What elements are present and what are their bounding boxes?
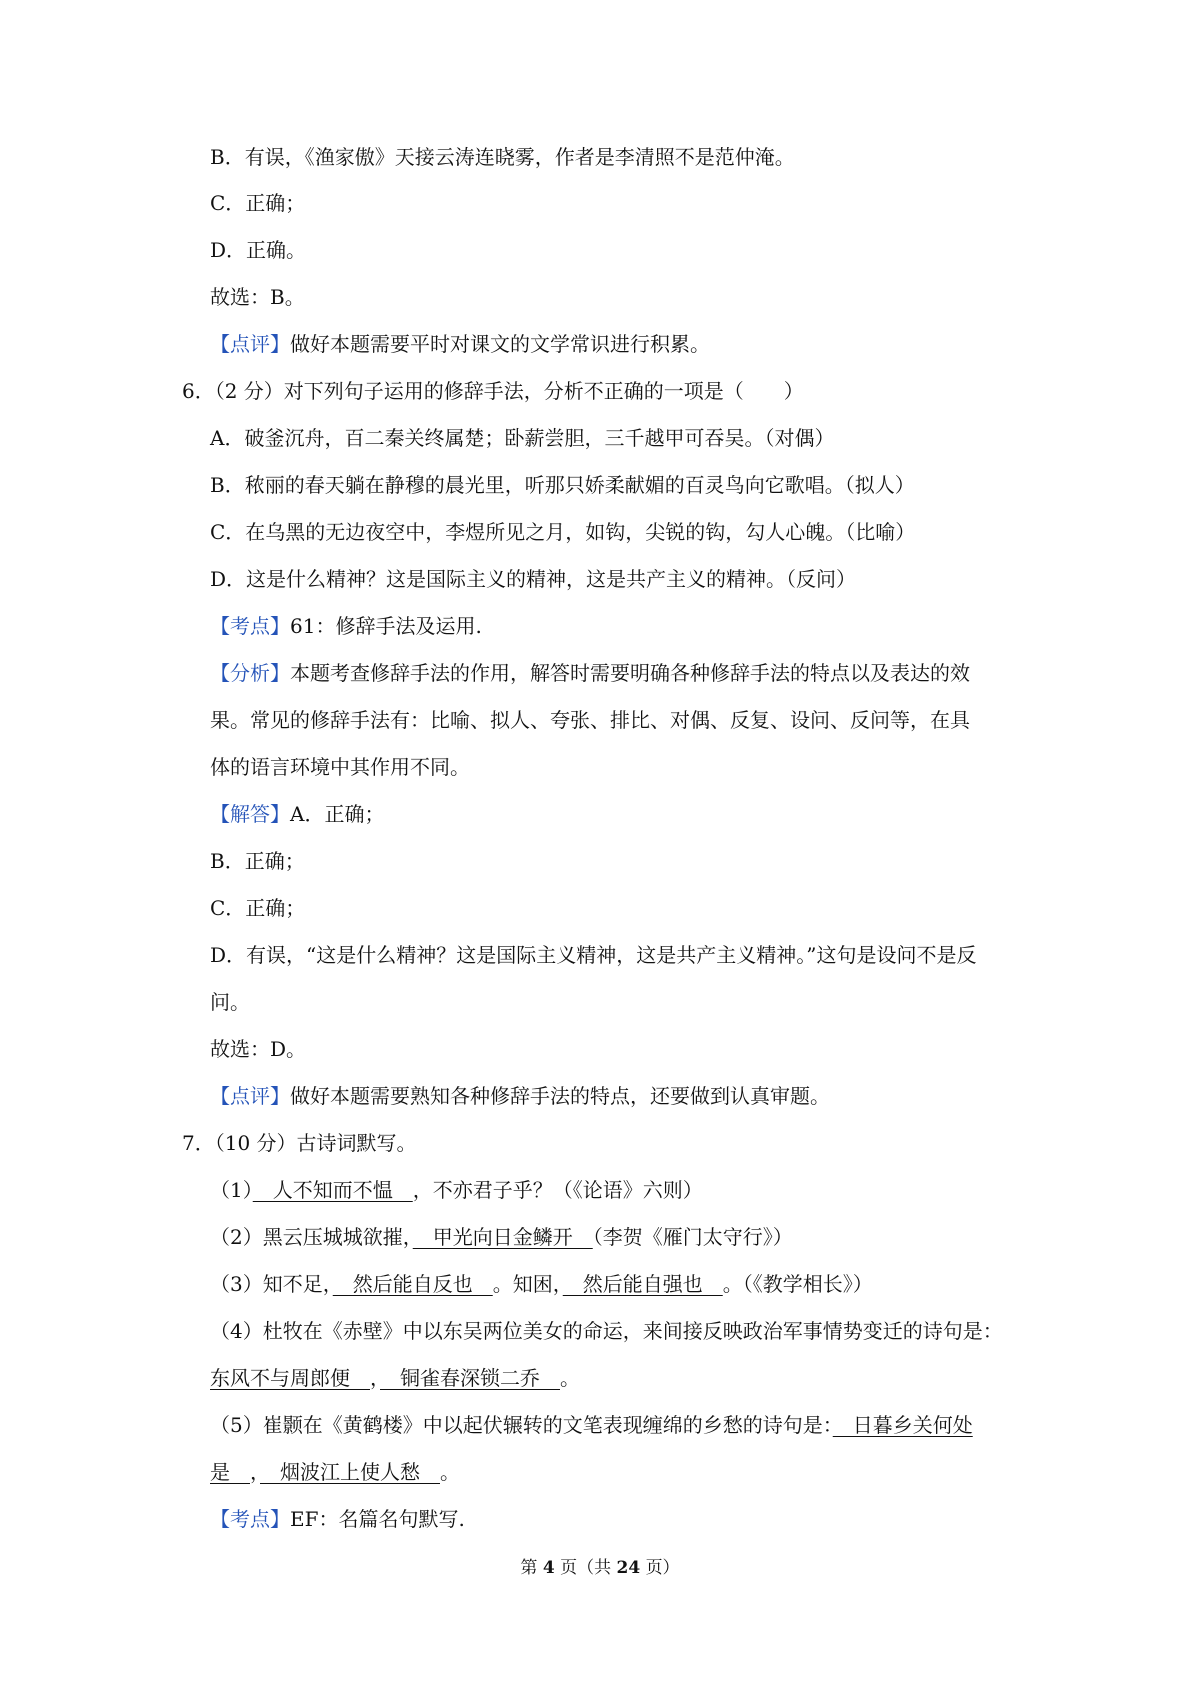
- q6-fenxi-line-2: 果。常见的修辞手法有：比喻、拟人、夸张、排比、对偶、反复、设问、反问等，在具: [210, 708, 970, 732]
- q6-kaodian: [210, 612, 482, 640]
- answer-blank: 铜雀春深锁二乔: [380, 1366, 560, 1390]
- q6-jieda-c: C．正确；: [210, 896, 306, 920]
- q5-comment: [210, 330, 710, 358]
- q6-option-b: B．秾丽的春天躺在静穆的晨光里，听那只娇柔献媚的百灵鸟向它歌唱。（拟人）: [210, 473, 915, 497]
- item-text: （3）知不足，: [210, 1272, 333, 1296]
- comment-tag: 【点评】: [210, 1084, 290, 1108]
- footer-text: 第: [520, 1558, 538, 1578]
- q7-item-3: [210, 1270, 873, 1298]
- answer-blank: 东风不与周郎便: [210, 1366, 370, 1390]
- comment-text: 做好本题需要熟知各种修辞手法的特点，还要做到认真审题。: [290, 1084, 830, 1108]
- answer-blank: 甲光向日金鳞开: [412, 1225, 593, 1249]
- item-number: （1）: [210, 1178, 253, 1202]
- q7-item-2: [210, 1223, 793, 1251]
- footer-text: 页（共: [560, 1558, 612, 1578]
- q6-option-d: D．这是什么精神？这是国际主义的精神，这是共产主义的精神。（反问）: [210, 567, 857, 591]
- q6-jieda: [210, 800, 384, 828]
- comment-tag: 【点评】: [210, 332, 290, 356]
- q6-option-a: A．破釜沉舟，百二秦关终属楚；卧薪尝胆，三千越甲可吞吴。（对偶）: [210, 426, 835, 450]
- item-text: 。（《教学相长》）: [722, 1272, 873, 1296]
- kaodian-tag: 【考点】: [210, 614, 290, 638]
- q7-item-5-answer: [210, 1458, 460, 1486]
- q7-item-1: [210, 1176, 703, 1204]
- jieda-tag: 【解答】: [210, 802, 290, 826]
- item-text: 。: [440, 1460, 460, 1484]
- q6-option-c: C．在乌黑的无边夜空中，李煜所见之月，如钩，尖锐的钩，勾人心魄。（比喻）: [210, 520, 916, 544]
- kaodian-text: 61：修辞手法及运用.: [290, 614, 482, 638]
- q5-option-c-explanation: C．正确；: [210, 191, 306, 215]
- jieda-a: A．正确；: [290, 802, 385, 826]
- item-text: （5）崔颢在《黄鹤楼》中以起伏辗转的文笔表现缠绵的乡愁的诗句是：: [210, 1413, 833, 1437]
- item-text: （李贺《雁门太守行》）: [592, 1225, 793, 1249]
- item-text: 。: [560, 1366, 580, 1390]
- kaodian-text: EF：名篇名句默写.: [290, 1507, 465, 1531]
- answer-blank: 烟波江上使人愁: [260, 1460, 440, 1484]
- item-text: 。知困，: [492, 1272, 563, 1296]
- fenxi-text-1: 本题考查修辞手法的作用，解答时需要明确各种修辞手法的特点以及表达的效: [290, 661, 970, 685]
- q7-item-4-answer: [210, 1364, 580, 1392]
- q7-kaodian: [210, 1505, 465, 1533]
- item-text: ，: [250, 1460, 260, 1484]
- q7-item-4: （4）杜牧在《赤壁》中以东吴两位美女的命运，来间接反映政治军事情势变迁的诗句是：: [210, 1319, 1003, 1343]
- kaodian-tag: 【考点】: [210, 1507, 290, 1531]
- answer-blank: 人不知而不愠: [252, 1178, 413, 1202]
- q6-stem: 6．（2 分）对下列句子运用的修辞手法，分析不正确的一项是（ ）: [182, 379, 804, 403]
- page-total: 24: [616, 1558, 641, 1578]
- answer-blank: 日暮乡关何处: [832, 1413, 973, 1437]
- q6-comment: [210, 1082, 830, 1110]
- q6-answer: 故选：D。: [210, 1037, 307, 1061]
- item-text: ，: [370, 1366, 380, 1390]
- q7-item-5: [210, 1411, 973, 1439]
- q6-fenxi-line-3: 体的语言环境中其作用不同。: [210, 755, 470, 779]
- q6-fenxi: [210, 659, 970, 687]
- answer-blank: 是: [210, 1460, 250, 1484]
- q7-stem: 7．（10 分）古诗词默写。: [182, 1131, 417, 1155]
- comment-text: 做好本题需要平时对课文的文学常识进行积累。: [290, 332, 710, 356]
- q6-jieda-d: D．有误，“这是什么精神？这是国际主义精神，这是共产主义精神。”这句是设问不是反: [210, 943, 977, 967]
- page-number: 4: [542, 1558, 555, 1578]
- q6-jieda-b: B．正确；: [210, 849, 305, 873]
- q5-option-b-explanation: B．有误，《渔家傲》天接云涛连晓雾，作者是李清照不是范仲淹。: [210, 145, 795, 169]
- answer-blank: 然后能自反也: [332, 1272, 493, 1296]
- q6-jieda-d-cont: 问。: [210, 990, 250, 1014]
- item-text: （2）黑云压城城欲摧，: [210, 1225, 413, 1249]
- q5-option-d-explanation: D．正确。: [210, 238, 307, 262]
- answer-blank: 然后能自强也: [562, 1272, 723, 1296]
- page-footer: [0, 1556, 1200, 1580]
- q5-answer: 故选：B。: [210, 285, 305, 309]
- footer-text: 页）: [645, 1558, 680, 1578]
- item-text: ，不亦君子乎？（《论语》六则）: [412, 1178, 703, 1202]
- fenxi-tag: 【分析】: [210, 661, 290, 685]
